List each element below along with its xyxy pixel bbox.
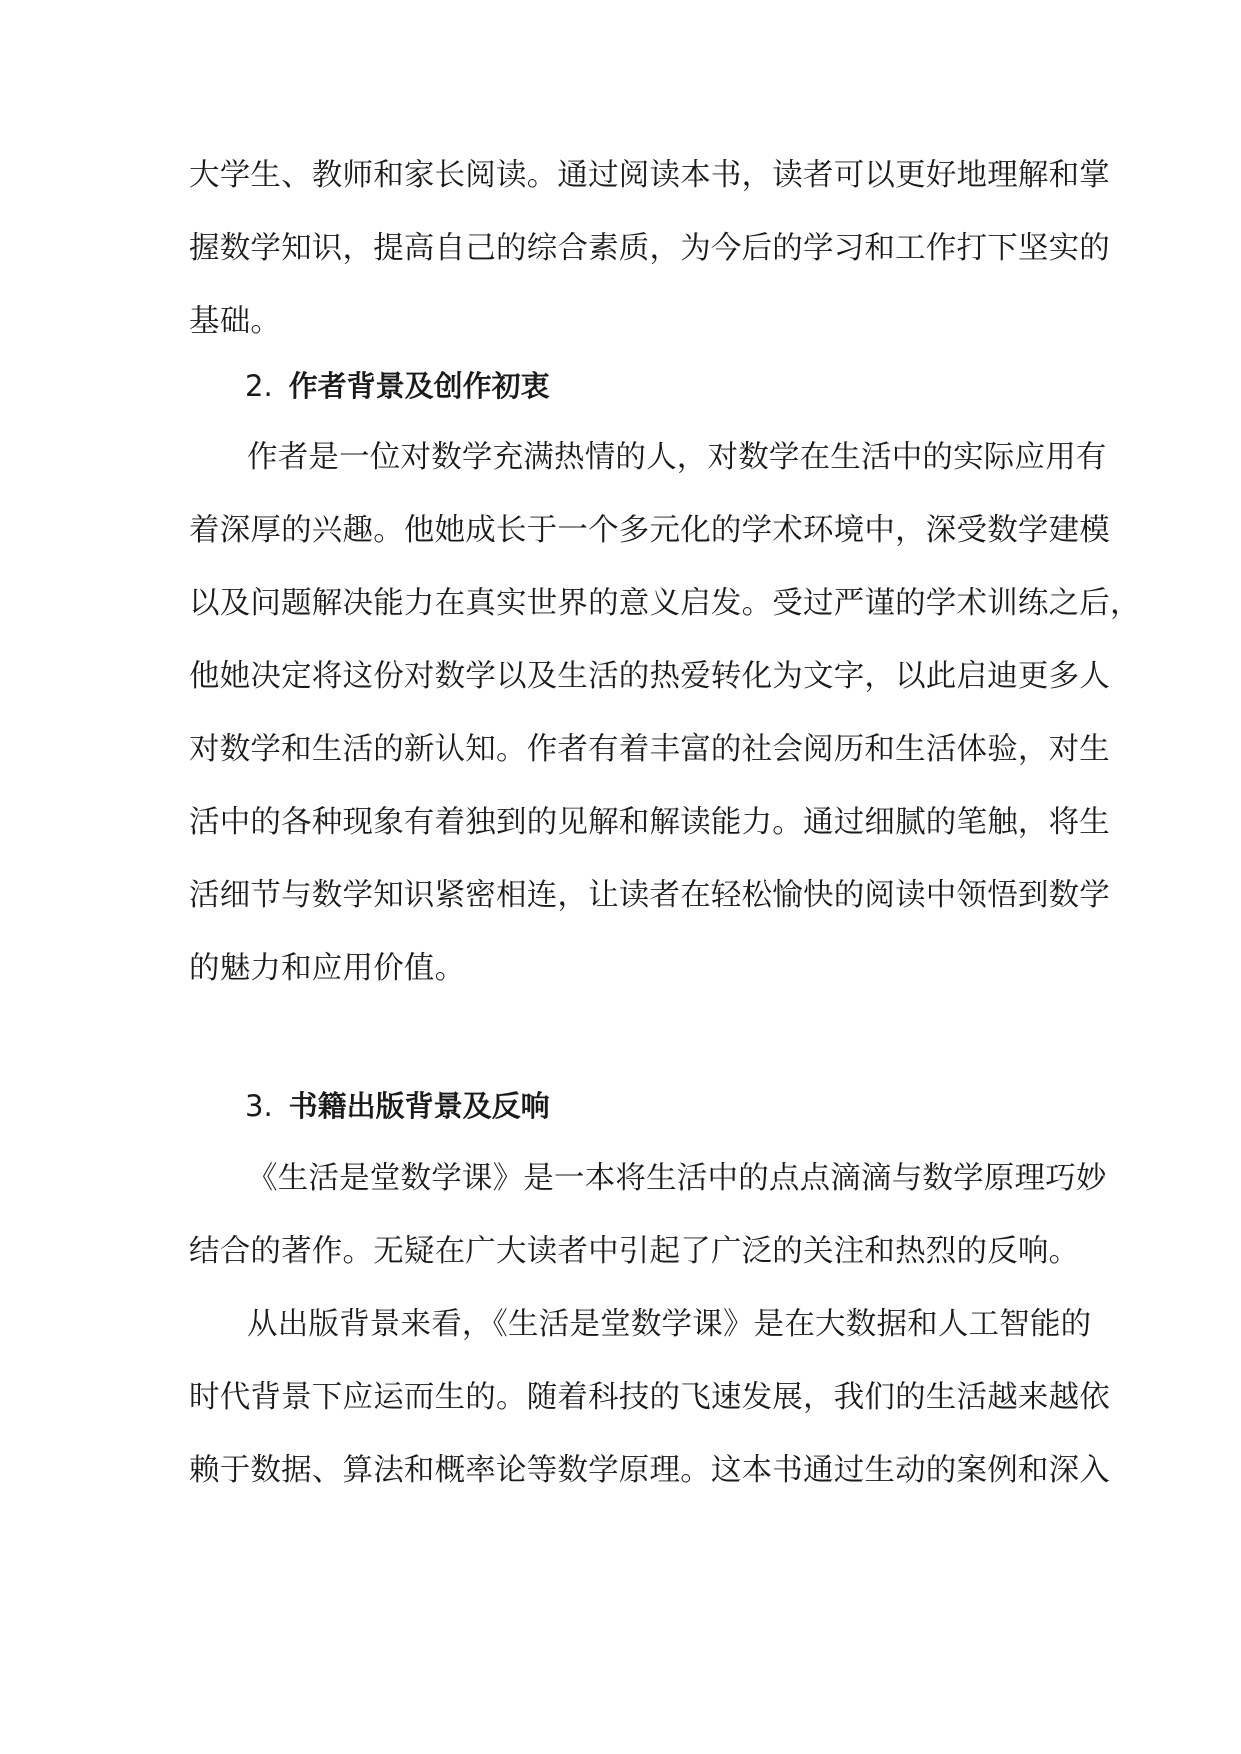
text-line: 活细节与数学知识紧密相连，让读者在轻松愉快的阅读中领悟到数学	[189, 878, 1110, 913]
section-title: 书籍出版背景及反响	[288, 1089, 550, 1123]
text-line: 活中的各种现象有着独到的见解和解读能力。通过细腻的笔触，将生	[189, 805, 1110, 840]
text-line: 大学生、教师和家长阅读。通过阅读本书，读者可以更好地理解和掌	[189, 158, 1110, 193]
text-line: 对数学和生活的新认知。作者有着丰富的社会阅历和生活体验，对生	[189, 732, 1110, 767]
text-line: 基础。	[189, 304, 282, 339]
section-2-paragraph	[189, 421, 1141, 1005]
text-line: 时代背景下应运而生的。随着科技的飞速发展，我们的生活越来越依	[189, 1380, 1110, 1415]
text-line: 着深厚的兴趣。他她成长于一个多元化的学术环境中，深受数学建模	[189, 513, 1110, 548]
text-line: 以及问题解决能力在真实世界的意义启发。受过严谨的学术训练之后，	[189, 586, 1141, 621]
section-heading-2	[245, 366, 550, 406]
section-number: 2.	[245, 369, 273, 403]
text-line: 他她决定将这份对数学以及生活的热爱转化为文字，以此启迪更多人	[189, 659, 1110, 694]
text-line: 握数学知识，提高自己的综合素质，为今后的学习和工作打下坚实的	[189, 231, 1110, 266]
section-3-paragraph-1	[189, 1142, 1107, 1288]
text-line: 《生活是堂数学课》是一本将生活中的点点滴滴与数学原理巧妙	[247, 1161, 1107, 1196]
intro-paragraph	[189, 139, 1110, 358]
section-title: 作者背景及创作初衷	[288, 369, 550, 403]
text-line: 赖于数据、算法和概率论等数学原理。这本书通过生动的案例和深入	[189, 1453, 1110, 1488]
section-heading-3	[245, 1086, 550, 1126]
text-line: 结合的著作。无疑在广大读者中引起了广泛的关注和热烈的反响。	[189, 1234, 1080, 1269]
text-line: 从出版背景来看，《生活是堂数学课》是在大数据和人工智能的	[247, 1307, 1092, 1342]
section-3-paragraph-2	[189, 1288, 1110, 1507]
section-number: 3.	[245, 1089, 273, 1123]
text-line: 作者是一位对数学充满热情的人，对数学在生活中的实际应用有	[247, 440, 1107, 475]
text-line: 的魅力和应用价值。	[189, 951, 466, 986]
